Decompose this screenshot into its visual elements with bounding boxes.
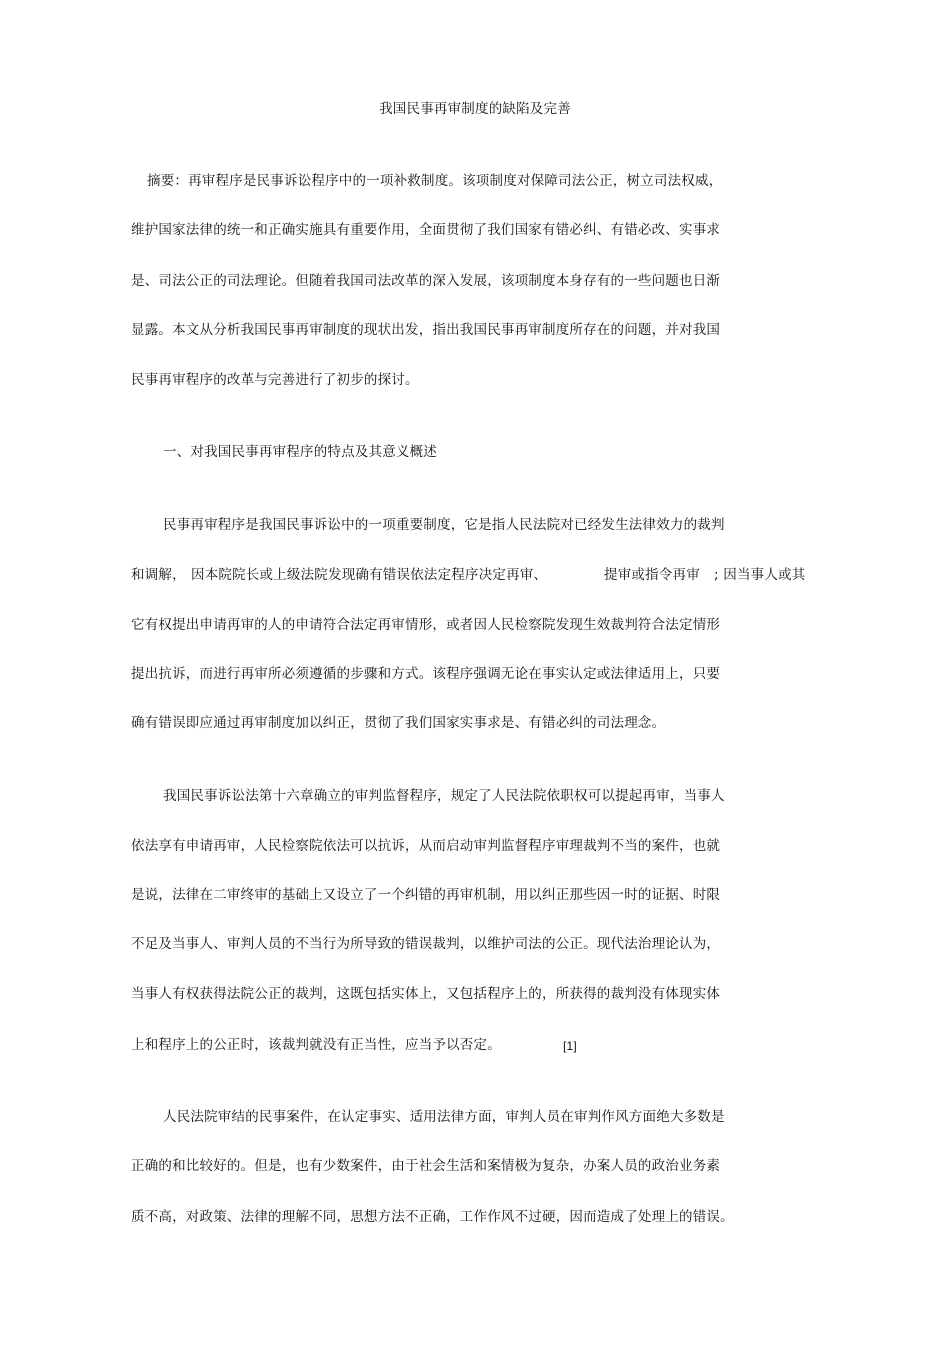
abstract-line: 摘要：再审程序是民事诉讼程序中的一项补救制度。该项制度对保障司法公正，树立司法权威， xyxy=(147,173,723,189)
section-heading: 一、对我国民事再审程序的特点及其意义概述 xyxy=(163,444,437,460)
paragraph-line: 是说，法律在二审终审的基础上又设立了一个纠错的再审机制，用以纠正那些因一时的证据、时限 xyxy=(131,887,721,903)
paragraph-line: 不足及当事人、审判人员的不当行为所导致的错误裁判，以维护司法的公正。现代法治理论认为， xyxy=(131,936,721,952)
paragraph-line: 和调解， xyxy=(131,567,186,583)
paragraph-line: 依法享有申请再审，人民检察院依法可以抗诉，从而启动审判监督程序审理裁判不当的案件，也就 xyxy=(131,838,721,854)
paragraph-line: 我国民事诉讼法第十六章确立的审判监督程序，规定了人民法院依职权可以提起再审，当事人 xyxy=(163,788,725,804)
paragraph-line: 提出抗诉，而进行再审所必须遵循的步骤和方式。该程序强调无论在事实认定或法律适用上，只要 xyxy=(131,666,721,682)
paragraph-line: 人民法院审结的民事案件，在认定事实、适用法律方面，审判人员在审判作风方面绝大多数是 xyxy=(163,1109,725,1125)
paragraph-line: 它有权提出申请再审的人的申请符合法定再审情形，或者因人民检察院发现生效裁判符合法定情形 xyxy=(131,617,721,633)
paragraph-line: 上和程序上的公正时，该裁判就没有正当性，应当予以否定。 xyxy=(131,1037,501,1053)
abstract-line: 是、司法公正的司法理论。但随着我国司法改革的深入发展，该项制度本身存有的一些问题也日渐 xyxy=(131,273,721,289)
document-title: 我国民事再审制度的缺陷及完善 xyxy=(379,101,571,117)
abstract-line: 民事再审程序的改革与完善进行了初步的探讨。 xyxy=(131,372,419,388)
abstract-line: 显露。本文从分析我国民事再审制度的现状出发，指出我国民事再审制度所存在的问题，并对我国 xyxy=(131,322,721,338)
paragraph-line: 因本院院长或上级法院发现确有错误依法定程序决定再审、 xyxy=(191,567,548,583)
paragraph-line: 提审或指令再审 xyxy=(604,567,700,583)
paragraph-line: 民事再审程序是我国民事诉讼中的一项重要制度，它是指人民法院对已经发生法律效力的裁判 xyxy=(163,517,725,533)
paragraph-line: 正确的和比较好的。但是，也有少数案件，由于社会生活和案情极为复杂，办案人员的政治业务素 xyxy=(131,1158,721,1174)
paragraph-line: 确有错误即应通过再审制度加以纠正，贯彻了我们国家实事求是、有错必纠的司法理念。 xyxy=(131,715,666,731)
paragraph-line: 当事人有权获得法院公正的裁判，这既包括实体上，又包括程序上的，所获得的裁判没有体现实体 xyxy=(131,986,721,1002)
paragraph-line: 质不高，对政策、法律的理解不同，思想方法不正确，工作作风不过硬，因而造成了处理上的错误。 xyxy=(131,1209,734,1225)
citation-reference: [1] xyxy=(563,1039,577,1053)
abstract-line: 维护国家法律的统一和正确实施具有重要作用，全面贯彻了我们国家有错必纠、有错必改、实事求 xyxy=(131,222,721,238)
paragraph-line: ; 因当事人或其 xyxy=(714,567,806,583)
